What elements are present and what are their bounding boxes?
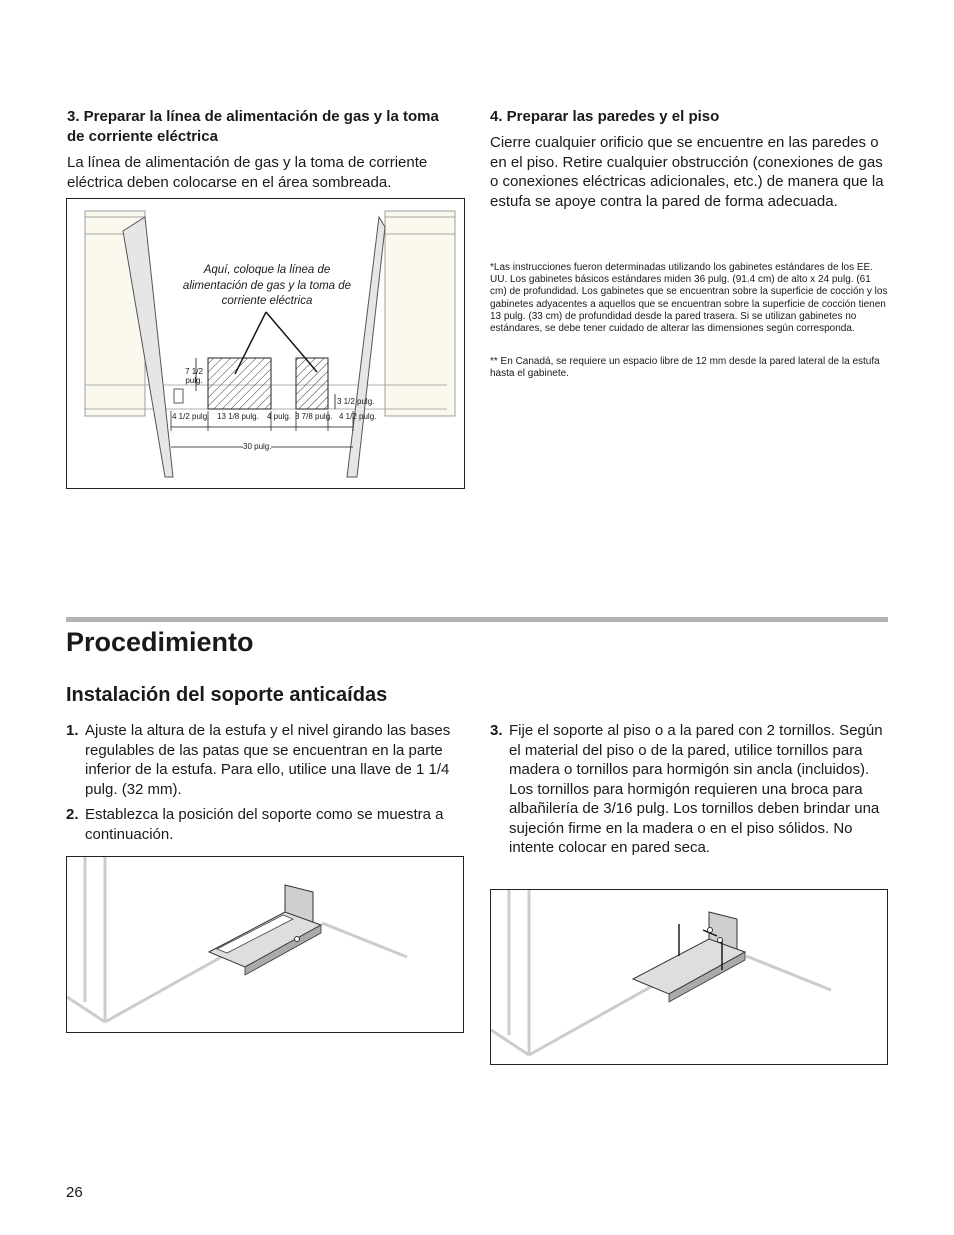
dim-bottom-4: 3 7/8 pulg. [295, 412, 333, 421]
section-divider [66, 617, 888, 622]
callout-text: Aquí, coloque la línea de alimentación de gas y la toma de corriente eléctrica [182, 264, 352, 307]
dim-total: 30 pulg. [243, 442, 272, 451]
step-2-number: 2. [66, 806, 79, 823]
dim-bottom-5: 4 1/2 pulg. [339, 412, 377, 421]
procedure-subtitle: Instalación del soporte anticaídas [66, 684, 388, 706]
step-3-text: Fije el soporte al piso o a la pared con 2 tornillos. Según el material del piso o de la pared, utilice tornillos para madera o tornillos para hormigón sin ancla (incluidos). Los tornillos para hormigón requieren una broca para albañilería de 3/16 pulg. Los tornillos deben brindar una sujeción firme en la madera o en el piso sólidos. No intente colocar en pared seca. [509, 722, 883, 856]
bracket-position-figure [66, 856, 464, 1033]
section-3-body: La línea de alimentación de gas y la toma de corriente eléctrica deben colocarse en el área sombreada. [67, 154, 428, 191]
step-3-number: 3. [490, 722, 503, 739]
gas-electric-location-figure [66, 198, 465, 489]
dim-3-1-2: 3 1/2 pulg. [337, 397, 375, 406]
step-1-text: Ajuste la altura de la estufa y el nivel girando las bases regulables de las patas que se encuentran en la parte inferior de la estufa. Para ello, utilice una llave de 1 1/4 pulg. (32 mm). [85, 722, 451, 798]
step-2 [66, 805, 464, 847]
section-3-heading: 3. Preparar la línea de alimentación de gas y la toma de corriente eléctrica [67, 108, 439, 145]
section-4-heading: 4. Preparar las paredes y el piso [490, 108, 720, 125]
bracket-fixing-figure [490, 889, 888, 1065]
dim-bottom-2: 13 1/8 pulg. [217, 412, 259, 421]
step-2-text: Establezca la posición del soporte como se muestra a continuación. [85, 806, 444, 843]
dim-bottom-3: 4 pulg. [267, 412, 292, 421]
section-4-body: Cierre cualquier orificio que se encuentre en las paredes o en el piso. Retire cualquier obstrucción (conexiones de gas o conexiones eléctricas adicionales, etc.) de manera que la estufa se apoye contra la pared de forma adecuada. [490, 134, 884, 210]
page-number: 26 [66, 1184, 83, 1201]
step-3 [490, 721, 888, 881]
footnote-canada: ** En Canadá, se requiere un espacio libre de 12 mm desde la pared lateral de la estufa hasta el gabinete. [490, 356, 880, 380]
dim-7-1-2: 7 1/2 pulg. [185, 367, 203, 385]
step-1-number: 1. [66, 722, 79, 739]
dim-bottom-1: 4 1/2 pulg. [172, 412, 210, 421]
procedure-title: Procedimiento [66, 627, 254, 657]
step-1 [66, 721, 464, 801]
footnote-cabinets: *Las instrucciones fueron determinadas utilizando los gabinetes estándares de los EE. UU. Los gabinetes básicos estándares miden 36 pulg. (91.4 cm) de alto x 24 pulg. (61 cm) de profundidad. Los gabinetes que se encuentran sobre la superficie de cocción y los gabinetes adyacentes a aquellos que se encuentran sobre la superficie de cocción tienen 13 pulg. (33 cm) de profundidad desde la pared trasera. Si se utilizan gabinetes no estándares, se debe tener cuidado de alterar las dimensiones según corresponda. [490, 262, 888, 335]
